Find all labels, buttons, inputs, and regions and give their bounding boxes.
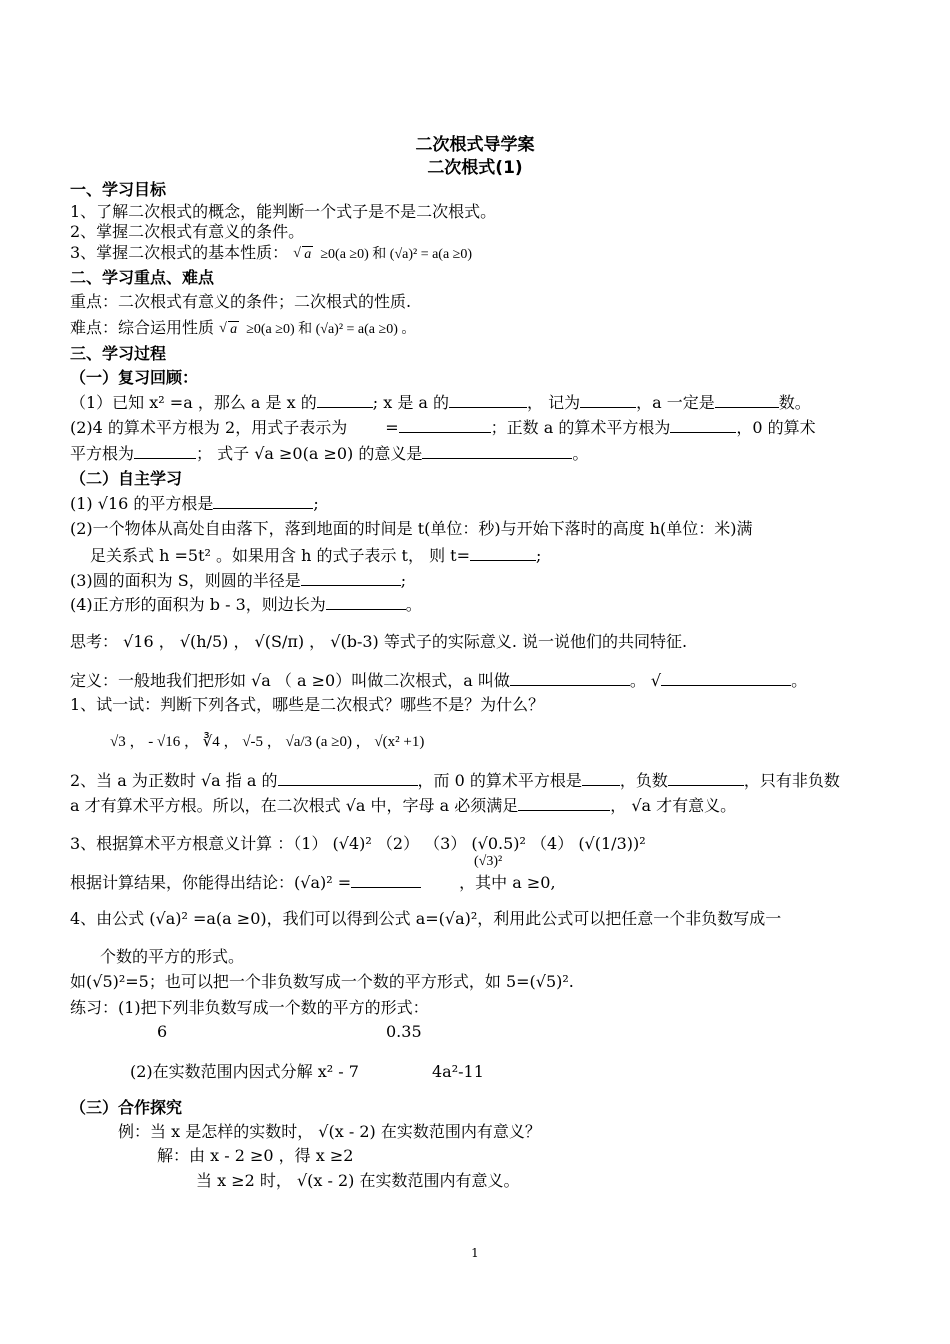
review-text: 数。 <box>778 393 811 412</box>
question-2-line-2 <box>70 545 541 566</box>
definition-text: 。 <box>791 671 808 690</box>
review-text: ，0 的算术 <box>736 418 816 437</box>
answer-blank[interactable] <box>422 443 572 459</box>
answer-blank[interactable] <box>518 795 610 811</box>
concept-text: ，负数 <box>619 771 668 790</box>
question-text: (3)圆的面积为 S，则圆的半径是 <box>70 571 301 590</box>
question-4 <box>70 594 422 615</box>
answer-blank[interactable] <box>134 443 196 459</box>
practice-value-1: 6 <box>157 1022 168 1041</box>
question-text: ; <box>313 494 319 513</box>
solution-line-2: 当 x ≥2 时， √(x - 2) 在实数范围内有意义。 <box>196 1171 520 1190</box>
review-text: (2)4 的算术平方根为 2，用式子表示为 <box>70 418 348 437</box>
answer-blank[interactable] <box>351 872 421 888</box>
objective-1: 1、了解二次根式的概念，能判断一个式子是不是二次根式。 <box>70 202 497 221</box>
section-3-heading: 三、学习过程 <box>70 344 167 363</box>
definition-line <box>70 670 807 691</box>
example-question: 例：当 x 是怎样的实数时， √(x - 2) 在实数范围内有意义？ <box>118 1122 541 1141</box>
concept-text: ，而 0 的算术平方根是 <box>417 771 582 790</box>
try-expressions: √3 ， - √16 ， ∛4 ， √-5 ， √a/3 (a ≥0) ， √(x² +1) <box>110 734 425 750</box>
practice-2-expr: 4a²-11 <box>432 1062 484 1081</box>
practice-heading: 练习：(1)把下列非负数写成一个数的平方的形式： <box>70 998 429 1017</box>
objective-2: 2、掌握二次根式有意义的条件。 <box>70 222 305 241</box>
review-heading: （一）复习回顾： <box>70 368 199 387</box>
answer-blank[interactable] <box>670 417 736 433</box>
answer-blank[interactable] <box>580 392 636 408</box>
concept-text: a 才有算术平方根。所以，在二次根式 √a 中，字母 a 必须满足 <box>70 796 519 815</box>
difficulties-formula: ≥0(a ≥0) 和 (√a)² = a(a ≥0) 。 <box>246 322 416 337</box>
definition-text: 定义：一般地我们把形如 √a （ a ≥0）叫做二次根式，a 叫做 <box>70 671 510 690</box>
answer-blank[interactable] <box>715 392 779 408</box>
question-text: (1) √16 的平方根是 <box>70 494 214 513</box>
objective-3-formula: ≥0(a ≥0) 和 (√a)² = a(a ≥0) <box>320 247 473 262</box>
answer-blank[interactable] <box>661 670 791 686</box>
document-title: 二次根式导学案 <box>415 135 535 155</box>
concept-text: 根据计算结果，你能得出结论：(√a)² = <box>70 873 352 892</box>
answer-blank[interactable] <box>326 594 406 610</box>
review-text: ; x 是 a 的 <box>372 393 450 412</box>
think-line: 思考： √16 ， √(h/5) ， √(S/π) ， √(b-3) 等式子的实际意义. 说一说他们的共同特征. <box>70 632 688 651</box>
practice-value-2: 0.35 <box>386 1022 422 1041</box>
concept-3-expr: (√3)² <box>474 854 503 869</box>
review-text: ， 记为 <box>527 393 581 412</box>
difficulties-text: 难点：综合运用性质 <box>70 318 215 337</box>
concept-4-line-1: 4、由公式 (√a)² =a(a ≥0)，我们可以得到公式 a=(√a)²，利用此公式可以把任意一个非负数写成一 <box>70 909 782 928</box>
section-1-heading: 一、学习目标 <box>70 180 167 199</box>
question-text: (4)正方形的面积为 b - 3，则边长为 <box>70 595 326 614</box>
cooperation-heading: （三）合作探究 <box>70 1098 183 1117</box>
answer-blank[interactable] <box>510 670 630 686</box>
answer-blank[interactable] <box>399 417 491 433</box>
review-text: ；正数 a 的算术平方根为 <box>490 418 671 437</box>
review-text: = <box>385 418 399 437</box>
answer-blank[interactable] <box>449 392 527 408</box>
question-text: 。 <box>405 595 422 614</box>
review-text: （1）已知 x² =a ，那么 a 是 x 的 <box>70 393 317 412</box>
question-text: ; <box>400 571 407 590</box>
page-number: 1 <box>471 1246 479 1260</box>
sqrt-a-expr: √ a <box>293 245 313 265</box>
objective-3-text: 3、掌握二次根式的基本性质： <box>70 243 289 262</box>
try-heading: 1、试一试：判断下列各式，哪些是二次根式？哪些不是？为什么？ <box>70 695 545 714</box>
solution-line-1: 解：由 x - 2 ≥0 ，得 x ≥2 <box>157 1146 354 1165</box>
definition-text: 。 √ <box>629 671 662 690</box>
answer-blank[interactable] <box>470 545 536 561</box>
review-text: ； 式子 √a ≥0(a ≥0) 的意义是 <box>196 444 423 463</box>
review-line-3 <box>70 443 588 464</box>
review-text: 。 <box>572 444 589 463</box>
answer-blank[interactable] <box>317 392 373 408</box>
answer-blank[interactable] <box>582 770 620 786</box>
objective-3 <box>70 243 472 265</box>
question-1 <box>70 493 319 514</box>
answer-blank[interactable] <box>278 770 418 786</box>
self-study-heading: （二）自主学习 <box>70 469 183 488</box>
question-2-line-1: (2)一个物体从高处自由落下，落到地面的时间是 t(单位：秒)与开始下落时的高度 h(单位：米)满 <box>70 519 753 538</box>
concept-text: 2、当 a 为正数时 √a 指 a 的 <box>70 771 278 790</box>
question-3 <box>70 570 406 591</box>
review-line-2 <box>70 417 816 438</box>
concept-3: 3、根据算术平方根意义计算 ：（1） (√4)² （2） （3） (√0.5)² （4） (√(1/3))² <box>70 834 646 853</box>
question-text: ; <box>536 546 542 565</box>
review-line-1 <box>70 392 811 413</box>
concept-text: ， √a 才有意义。 <box>610 796 737 815</box>
answer-blank[interactable] <box>213 493 313 509</box>
review-text: ，a 一定是 <box>636 393 715 412</box>
concept-2-line-2 <box>70 795 736 816</box>
practice-2-text: (2)在实数范围内因式分解 x² - 7 <box>130 1062 359 1081</box>
difficulties <box>70 318 415 340</box>
section-2-heading: 二、学习重点、难点 <box>70 268 215 287</box>
concept-4-example: 如(√5)²=5；也可以把一个非负数写成一个数的平方形式，如 5=(√5)². <box>70 972 574 991</box>
concept-4-line-2: 个数的平方的形式。 <box>100 947 245 966</box>
answer-blank[interactable] <box>301 570 401 586</box>
concept-2-line-1 <box>70 770 840 791</box>
concept-text: ，只有非负数 <box>743 771 840 790</box>
concept-3-conclusion <box>70 872 556 893</box>
key-points: 重点：二次根式有意义的条件；二次根式的性质. <box>70 292 412 311</box>
question-text: 足关系式 h =5t² 。如果用含 h 的式子表示 t， 则 t= <box>90 546 470 565</box>
answer-blank[interactable] <box>668 770 744 786</box>
review-text: 平方根为 <box>70 444 135 463</box>
document-subtitle: 二次根式(1) <box>427 158 523 178</box>
sqrt-a-expr: √ a <box>219 320 239 340</box>
concept-text: ，其中 a ≥0, <box>459 873 556 892</box>
